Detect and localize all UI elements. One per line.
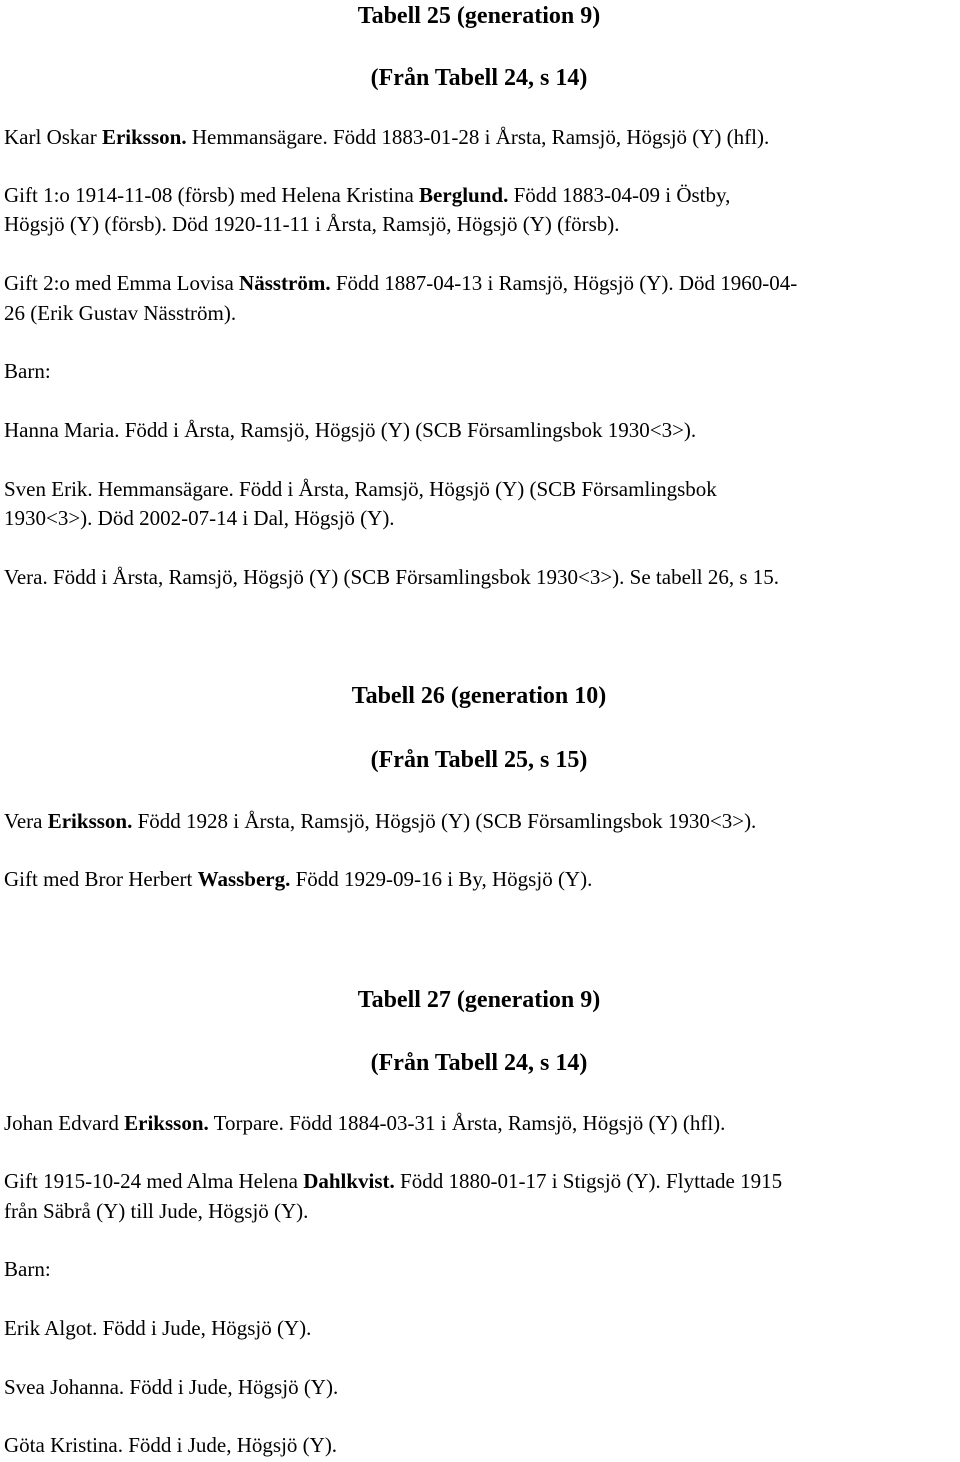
- marriage-text: Gift 1:o 1914-11-08 (försb) med Helena Kristina: [4, 183, 420, 207]
- person-given-names: Johan Edvard: [4, 1111, 125, 1135]
- section-heading: Tabell 26 (generation 10): [351, 683, 607, 709]
- section-source: (Från Tabell 25, s 15): [370, 747, 588, 773]
- person-entry: [4, 122, 954, 152]
- section-source: (Från Tabell 24, s 14): [370, 1050, 588, 1076]
- marriage-entry: [4, 180, 954, 210]
- person-surname: Eriksson.: [124, 1111, 209, 1135]
- marriage-details: Född 1929-09-16 i By, Högsjö (Y).: [290, 867, 593, 891]
- person-details: Född 1928 i Årsta, Ramsjö, Högsjö (Y) (SCB Församlingsbok 1930<3>).: [132, 809, 757, 833]
- marriage-entry-continued: Högsjö (Y) (försb). Död 1920-11-11 i Årsta, Ramsjö, Högsjö (Y) (försb).: [4, 212, 620, 236]
- marriage-entry: [4, 268, 954, 298]
- spouse-surname: Berglund.: [419, 183, 509, 207]
- marriage-text: Gift med Bror Herbert: [4, 867, 198, 891]
- child-entry: Vera. Född i Årsta, Ramsjö, Högsjö (Y) (SCB Församlingsbok 1930<3>). Se tabell 26, s 15.: [4, 565, 779, 589]
- spouse-surname: Dahlkvist.: [303, 1169, 395, 1193]
- person-given-names: Karl Oskar: [4, 125, 102, 149]
- marriage-entry: [4, 1166, 954, 1196]
- child-entry-continued: 1930<3>). Död 2002-07-14 i Dal, Högsjö (Y).: [4, 506, 395, 530]
- person-surname: Eriksson.: [101, 125, 187, 149]
- marriage-entry-continued: 26 (Erik Gustav Näsström).: [4, 301, 237, 325]
- person-entry: [4, 1108, 954, 1138]
- person-details: Hemmansägare. Född 1883-01-28 i Årsta, Ramsjö, Högsjö (Y) (hfl).: [186, 125, 770, 149]
- spouse-surname: Näsström.: [239, 271, 331, 295]
- spouse-surname: Wassberg.: [197, 867, 291, 891]
- child-entry: Hanna Maria. Född i Årsta, Ramsjö, Högsjö (Y) (SCB Församlingsbok 1930<3>).: [4, 418, 697, 442]
- marriage-details: Född 1887-04-13 i Ramsjö, Högsjö (Y). Död 1960-04-: [330, 271, 798, 295]
- marriage-text: Gift 1915-10-24 med Alma Helena: [4, 1169, 304, 1193]
- child-entry: Svea Johanna. Född i Jude, Högsjö (Y).: [4, 1375, 339, 1399]
- marriage-details: Född 1883-04-09 i Östby,: [508, 183, 731, 207]
- children-label: Barn:: [4, 1257, 51, 1281]
- children-label: Barn:: [4, 359, 51, 383]
- marriage-details: Född 1880-01-17 i Stigsjö (Y). Flyttade 1915: [394, 1169, 783, 1193]
- marriage-entry: [4, 864, 954, 894]
- marriage-entry-continued: från Säbrå (Y) till Jude, Högsjö (Y).: [4, 1199, 309, 1223]
- person-surname: Eriksson.: [47, 809, 133, 833]
- section-heading: Tabell 25 (generation 9): [357, 3, 601, 29]
- child-entry: Erik Algot. Född i Jude, Högsjö (Y).: [4, 1316, 312, 1340]
- section-heading: Tabell 27 (generation 9): [357, 987, 601, 1013]
- marriage-text: Gift 2:o med Emma Lovisa: [4, 271, 240, 295]
- child-entry: Sven Erik. Hemmansägare. Född i Årsta, Ramsjö, Högsjö (Y) (SCB Församlingsbok: [4, 477, 717, 501]
- person-details: Torpare. Född 1884-03-31 i Årsta, Ramsjö, Högsjö (Y) (hfl).: [208, 1111, 726, 1135]
- section-source: (Från Tabell 24, s 14): [370, 65, 588, 91]
- child-entry: Göta Kristina. Född i Jude, Högsjö (Y).: [4, 1433, 338, 1457]
- person-given-names: Vera: [4, 809, 48, 833]
- person-entry: [4, 806, 954, 836]
